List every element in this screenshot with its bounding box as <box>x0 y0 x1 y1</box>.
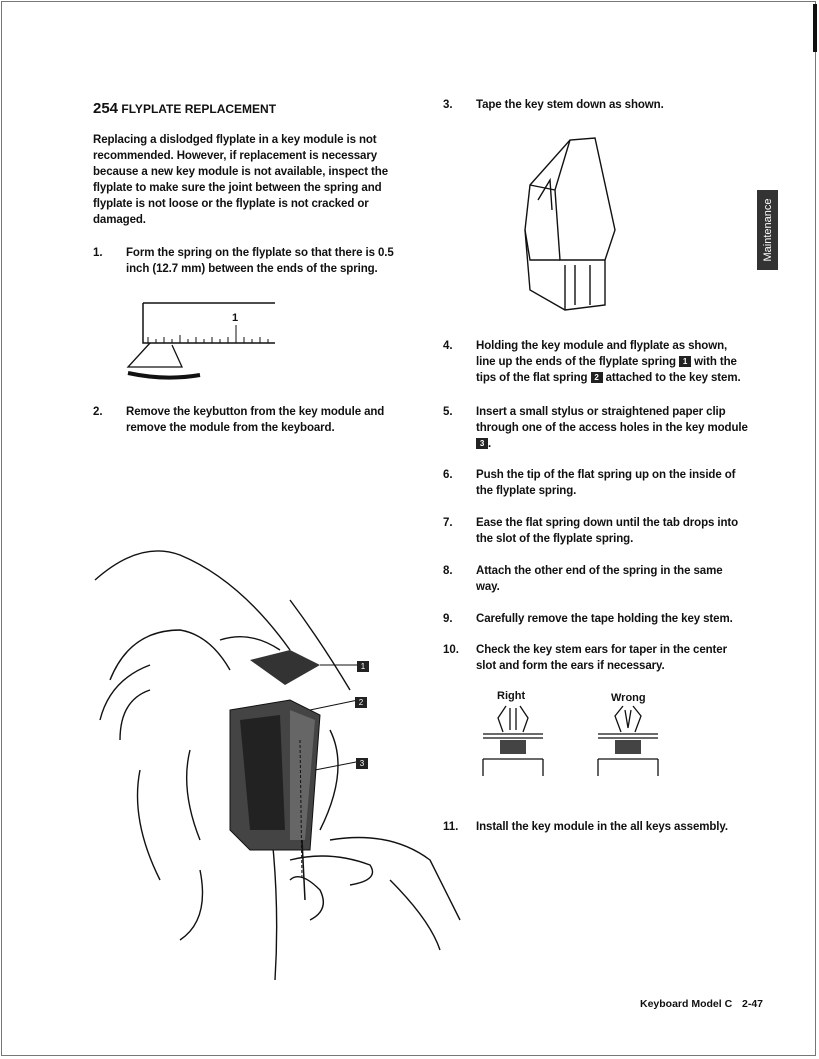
key-stem-ears-wrong-illustration <box>593 704 663 779</box>
inline-callout-3: 3 <box>476 438 488 449</box>
ruler-mark-label: 1 <box>232 312 239 324</box>
section-tab-maintenance: Maintenance <box>757 190 778 270</box>
ruler-illustration <box>110 295 290 385</box>
hand-holding-key-module-illustration <box>90 540 470 1000</box>
ears-right-label: Right <box>497 690 526 702</box>
ears-wrong-label: Wrong <box>611 692 646 704</box>
taped-key-stem-illustration <box>510 130 630 315</box>
callout-2: 2 <box>355 694 367 712</box>
callout-3: 3 <box>356 755 368 773</box>
page-number: 2-47 <box>742 998 764 1010</box>
scan-edge-mark <box>813 4 817 52</box>
callout-1: 1 <box>357 658 369 676</box>
key-stem-ears-right-illustration <box>478 704 548 779</box>
inline-callout-2: 2 <box>591 372 603 383</box>
inline-callout-1: 1 <box>679 356 691 367</box>
section-heading: 254 FLYPLATE REPLACEMENT <box>93 100 277 117</box>
footer-title: Keyboard Model C <box>640 998 733 1010</box>
